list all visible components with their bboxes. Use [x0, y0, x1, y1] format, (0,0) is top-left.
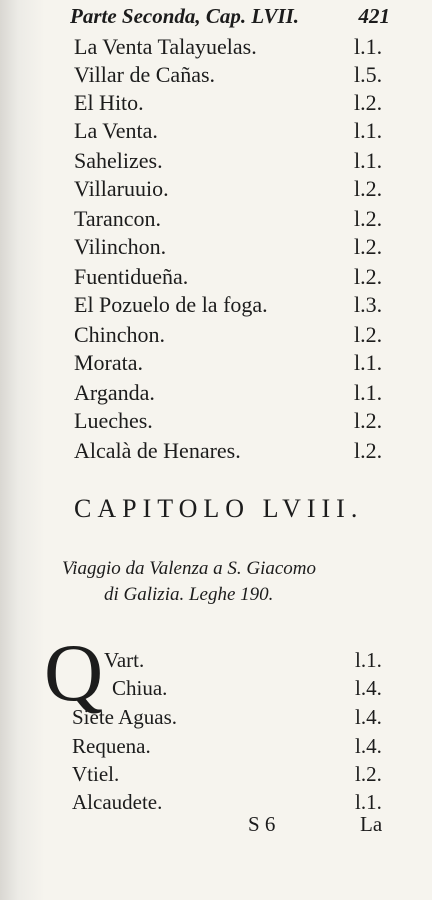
signature-mark: S 6	[248, 812, 276, 836]
list-item: La Venta. l.1.	[74, 118, 383, 143]
chapter-heading: CAPITOLO LVIII.	[74, 494, 364, 523]
page-number: 421	[358, 4, 390, 28]
list-item: Morata. l.1.	[74, 350, 383, 375]
header-title: Parte Seconda, Cap. LVII.	[70, 4, 300, 28]
list-item: Villar de Cañas. l.5.	[74, 62, 383, 87]
drop-cap: Q	[44, 627, 104, 718]
list-item: Fuentidueña. l.2.	[74, 264, 383, 289]
list-item: La Venta Talayuelas. l.1.	[74, 34, 383, 59]
list-item: Arganda. l.1.	[74, 380, 383, 405]
book-page: Parte Seconda, Cap. LVII. 421 La Venta Talayuelas. l.1. Villar de Cañas. l.5. El Hito. l.2. La Venta. l.1. Sahelizes. l.1. Villaruuio. l.2. Tarancon. l.2. Vilinchon. l.2. Fuentidueña. l.2. El Pozuelo de la foga. l.3. Chinchon. l.2. Morata. l.1. Arganda. l.1. Lueches. l.2. Alcalà de Henares. l.2. CAPITOLO LVIII. Viaggio da Valenza a S. Giacomo di Galizia. Leghe 190. Q Vart. l.1. Chiua. l.4. Siete Aguas. l.4. Requena. l.4. Vtiel. l.2. Alcaudete. l.1. S 6 La	[0, 0, 432, 900]
list-item: Tarancon. l.2.	[74, 206, 383, 231]
list-item: Alcalà de Henares. l.2.	[74, 438, 383, 463]
chapter-subtitle-line1: Viaggio da Valenza a S. Giacomo	[62, 558, 317, 579]
running-header	[70, 4, 390, 29]
list-item: Sahelizes. l.1.	[74, 148, 383, 173]
list-item: Vilinchon. l.2.	[74, 234, 383, 259]
catchword: La	[360, 812, 383, 836]
list-item: El Hito. l.2.	[74, 90, 383, 115]
list-item: Lueches. l.2.	[74, 408, 383, 433]
chapter-subtitle-line2: di Galizia. Leghe 190.	[104, 584, 274, 605]
list-item: Villaruuio. l.2.	[74, 176, 383, 201]
list-item: Chinchon. l.2.	[74, 322, 383, 347]
list-item: El Pozuelo de la foga. l.3.	[74, 292, 383, 317]
